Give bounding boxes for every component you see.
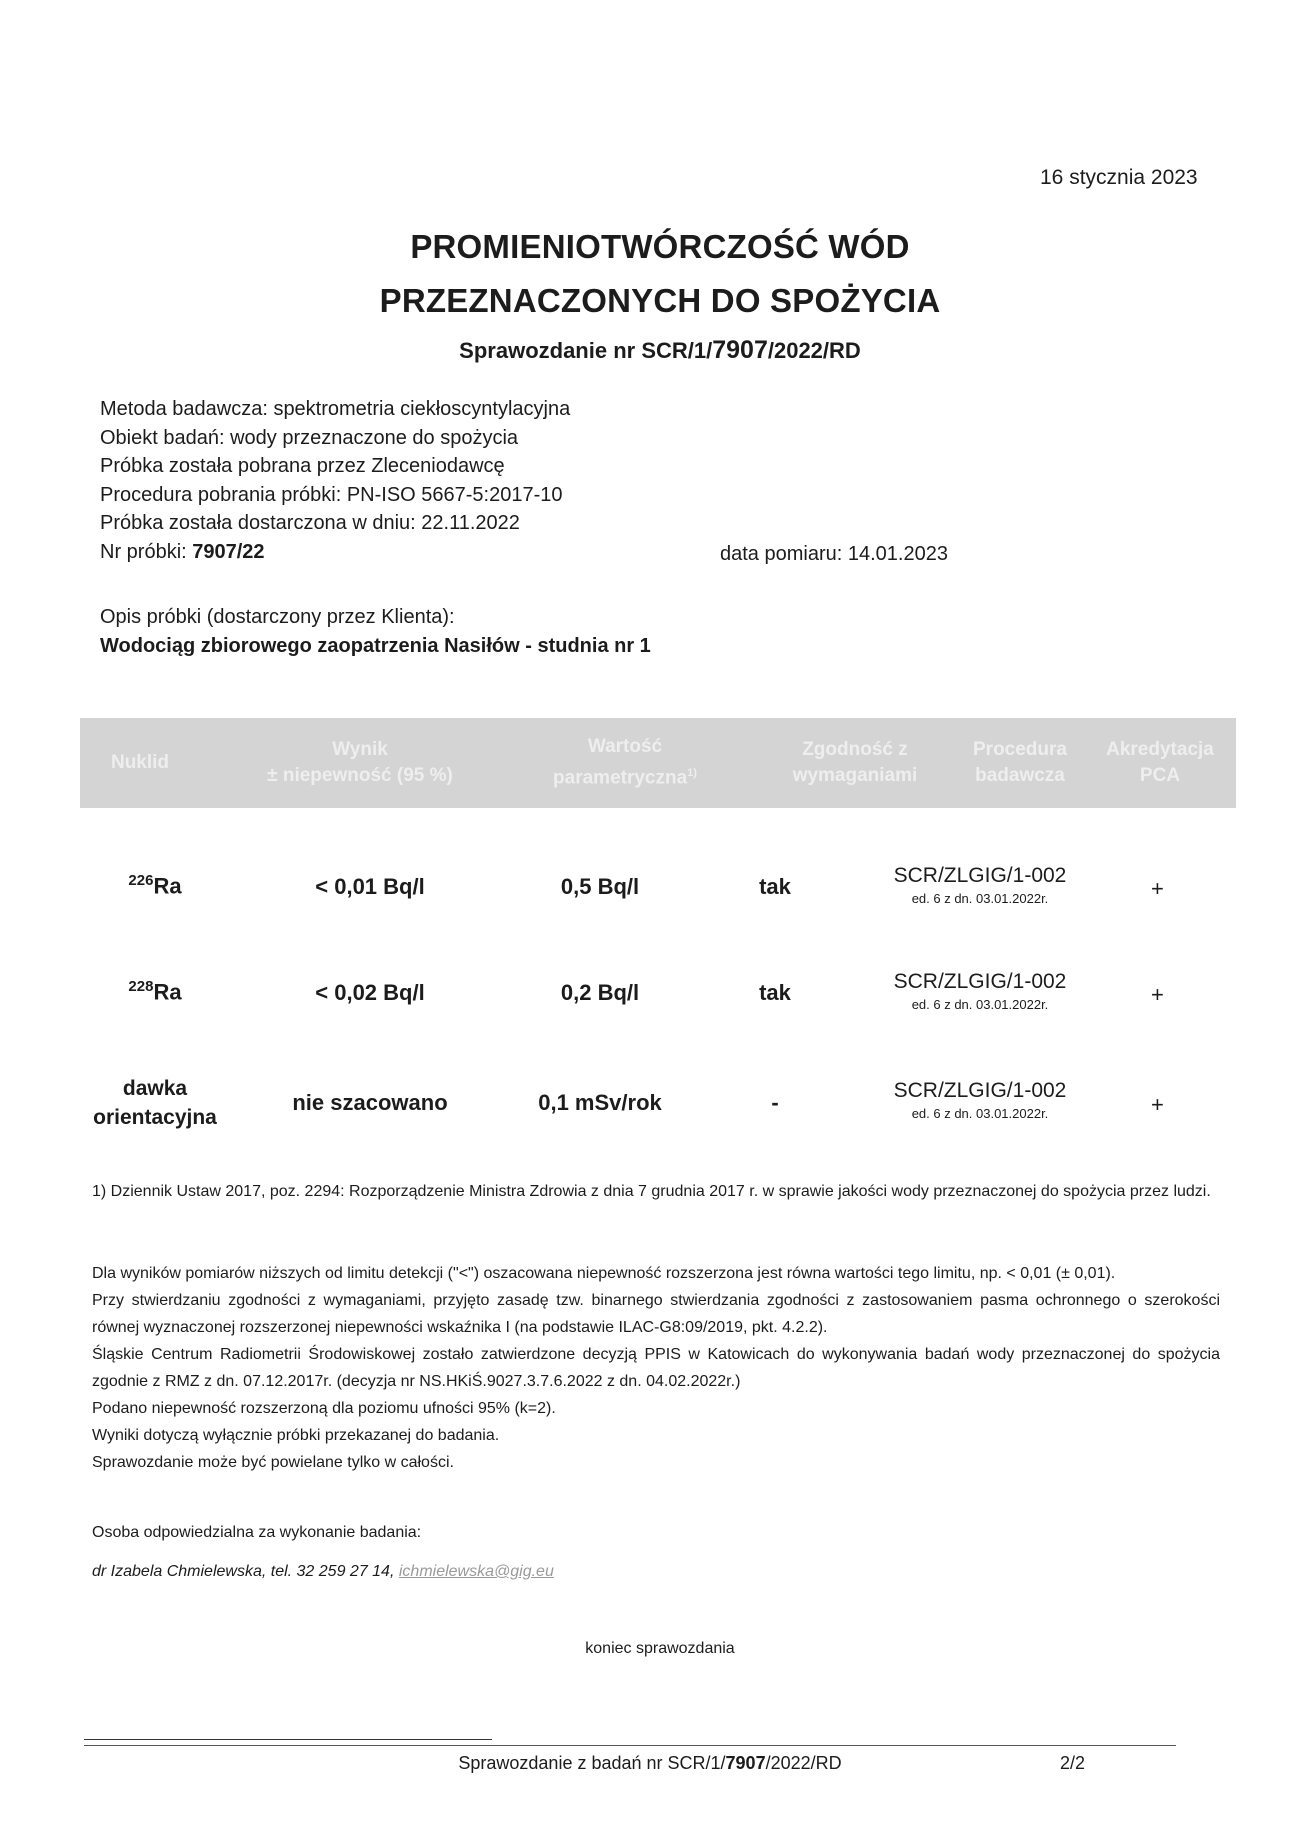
nuklid-mass: 226 bbox=[128, 872, 154, 889]
footer-divider bbox=[84, 1745, 1176, 1746]
note-copy-restriction: Sprawozdanie może być powielane tylko w całości. bbox=[92, 1454, 454, 1471]
responsible-contact bbox=[92, 1563, 554, 1581]
header-wynik-line2: ± niepewność (95 %) bbox=[267, 765, 453, 786]
meta-procedure: Procedura pobrania próbki: PN-ISO 5667-5:2017-10 bbox=[100, 483, 563, 506]
procedure-cell bbox=[850, 970, 1110, 1012]
sample-description-label: Opis próbki (dostarczony przez Klienta): bbox=[100, 606, 455, 628]
meta-method: Metoda badawcza: spektrometria ciekłoscyntylacyjna bbox=[100, 398, 571, 420]
nuklid-cell bbox=[80, 1074, 230, 1132]
accreditation-cell: + bbox=[1151, 1092, 1164, 1117]
report-number-value: 7907 bbox=[712, 336, 768, 364]
footnote-1-text: 1) Dziennik Ustaw 2017, poz. 2294: Rozporządzenie Ministra Zdrowia z dnia 7 grudnia 2017 r. w sprawie jakości wody przeznaczonej do spożycia przez ludzi. bbox=[92, 1183, 1211, 1200]
note-detection-limit: Dla wyników pomiarów niższych od limitu detekcji ("<") oszacowana niepewność rozszerzona jest równa wartości tego limitu, np. < 0,01 (± 0,01). bbox=[92, 1265, 1116, 1282]
report-number-prefix: Sprawozdanie nr SCR/1/ bbox=[459, 338, 713, 363]
nuklid-mass: 228 bbox=[128, 978, 154, 995]
page-footer-prefix: Sprawozdanie z badań nr SCR/1/ bbox=[458, 1753, 726, 1773]
report-number-suffix: /2022/RD bbox=[767, 338, 861, 363]
compliance-cell: tak bbox=[759, 980, 791, 1005]
result-cell: < 0,02 Bq/l bbox=[315, 980, 425, 1005]
header-zgodnosc-line1: Zgodność z bbox=[802, 739, 908, 760]
parametric-value-cell: 0,2 Bq/l bbox=[560, 980, 640, 1005]
procedure-cell bbox=[850, 864, 1110, 906]
procedure-edition: ed. 6 z dn. 03.01.2022r. bbox=[911, 1106, 1049, 1121]
header-procedura-line2: badawcza bbox=[975, 765, 1065, 786]
parametric-value-cell: 0,1 mSv/rok bbox=[538, 1090, 662, 1115]
report-date: 16 stycznia 2023 bbox=[1040, 166, 1198, 189]
page-footer-number: 7907 bbox=[725, 1753, 766, 1773]
header-akredytacja-line2: PCA bbox=[1139, 765, 1181, 786]
header-wartosc-footnote: 1) bbox=[687, 767, 697, 780]
header-procedura-line1: Procedura bbox=[973, 739, 1067, 760]
procedure-code: SCR/ZLGIG/1-002 bbox=[893, 864, 1067, 887]
nuklid-symbol: Ra bbox=[153, 979, 182, 1005]
result-cell: nie szacowano bbox=[292, 1090, 448, 1115]
report-end: koniec sprawozdania bbox=[585, 1640, 735, 1657]
header-wartosc-line2: parametryczna bbox=[553, 767, 688, 789]
meta-sample-number bbox=[100, 538, 570, 567]
accreditation-cell: + bbox=[1151, 982, 1164, 1007]
header-akredytacja bbox=[1085, 718, 1235, 808]
note-results-scope: Wyniki dotyczą wyłącznie próbki przekazanej do badania. bbox=[92, 1427, 500, 1444]
sample-meta bbox=[100, 395, 570, 566]
meta-collected-by: Próbka została pobrana przez Zleceniodawcę bbox=[100, 455, 505, 477]
report-number bbox=[0, 336, 1300, 365]
notes bbox=[92, 1260, 1220, 1476]
nuklid-line1: dawka bbox=[122, 1077, 188, 1100]
parametric-value-cell: 0,5 Bq/l bbox=[560, 874, 640, 899]
compliance-cell: tak bbox=[759, 874, 791, 899]
procedure-edition: ed. 6 z dn. 03.01.2022r. bbox=[911, 891, 1049, 906]
meta-object: Obiekt badań: wody przeznaczone do spożycia bbox=[100, 426, 519, 449]
header-akredytacja-line1: Akredytacja bbox=[1106, 739, 1214, 760]
responsible-email-link[interactable]: ichmielewska@gig.eu bbox=[398, 1563, 554, 1580]
procedure-edition: ed. 6 z dn. 03.01.2022r. bbox=[911, 997, 1049, 1012]
nuklid-line2: orientacyjna bbox=[93, 1106, 217, 1129]
responsible-label: Osoba odpowiedzialna za wykonanie badania: bbox=[92, 1524, 422, 1541]
note-approval: Śląskie Centrum Radiometrii Środowiskowej zostało zatwierdzone decyzją PPIS w Katowicach do wykonywania badań wody przeznaczonej do spożycia zgodnie z RMZ z dn. 07.12.2017r. (decyzja nr NS.HKiŚ.9027.3.7.6.2022 z dn. 04.02.2022r.) bbox=[92, 1346, 1220, 1390]
sample-number-label: Nr próbki: bbox=[100, 540, 193, 563]
document-title-line2: PRZEZNACZONYCH DO SPOŻYCIA bbox=[379, 282, 941, 319]
note-compliance-rule: Przy stwierdzaniu zgodności z wymaganiami, przyjęto zasadę tzw. binarnego stwierdzania zgodności z zastosowaniem pasma ochronnego o szerokości równej wyznaczonej rozszerzonej niepewności wskaźnika I (na podstawie ILAC-G8:09/2019, pkt. 4.2.2). bbox=[92, 1292, 1220, 1336]
nuklid-symbol: Ra bbox=[153, 873, 182, 899]
sample-description-value: Wodociąg zbiorowego zaopatrzenia Nasiłów - studnia nr 1 bbox=[100, 635, 651, 657]
header-zgodnosc-line2: wymaganiami bbox=[792, 765, 918, 786]
procedure-code: SCR/ZLGIG/1-002 bbox=[893, 1079, 1067, 1102]
nuklid-cell bbox=[100, 872, 210, 899]
header-wynik-line1: Wynik bbox=[332, 739, 388, 760]
header-nuklid-label: Nuklid bbox=[110, 752, 170, 773]
procedure-cell bbox=[850, 1079, 1110, 1121]
header-nuklid bbox=[80, 718, 200, 808]
header-wynik bbox=[230, 718, 490, 808]
nuklid-cell bbox=[100, 978, 210, 1005]
page-number: 2/2 bbox=[1060, 1753, 1086, 1773]
result-cell: < 0,01 Bq/l bbox=[315, 874, 425, 899]
footnote-1 bbox=[92, 1178, 1220, 1205]
accreditation-cell: + bbox=[1151, 876, 1164, 901]
results-table-header bbox=[80, 718, 1236, 808]
header-wartosc-line1: Wartość bbox=[587, 736, 663, 758]
footer-divider-short bbox=[84, 1739, 492, 1740]
measurement-date: data pomiaru: 14.01.2023 bbox=[720, 543, 948, 565]
sample-description bbox=[100, 603, 651, 661]
sample-number-value: 7907/22 bbox=[192, 540, 265, 563]
page-footer bbox=[0, 1753, 1300, 1774]
document-title-line1: PROMIENIOTWÓRCZOŚĆ WÓD bbox=[410, 228, 910, 265]
responsible-person: dr Izabela Chmielewska, tel. 32 259 27 14, bbox=[92, 1563, 395, 1580]
compliance-cell: - bbox=[771, 1090, 779, 1115]
note-uncertainty: Podano niepewność rozszerzoną dla poziomu ufności 95% (k=2). bbox=[92, 1400, 556, 1417]
meta-delivered: Próbka została dostarczona w dniu: 22.11.2022 bbox=[100, 512, 520, 534]
page-footer-suffix: /2022/RD bbox=[765, 1753, 842, 1773]
procedure-code: SCR/ZLGIG/1-002 bbox=[893, 970, 1067, 993]
